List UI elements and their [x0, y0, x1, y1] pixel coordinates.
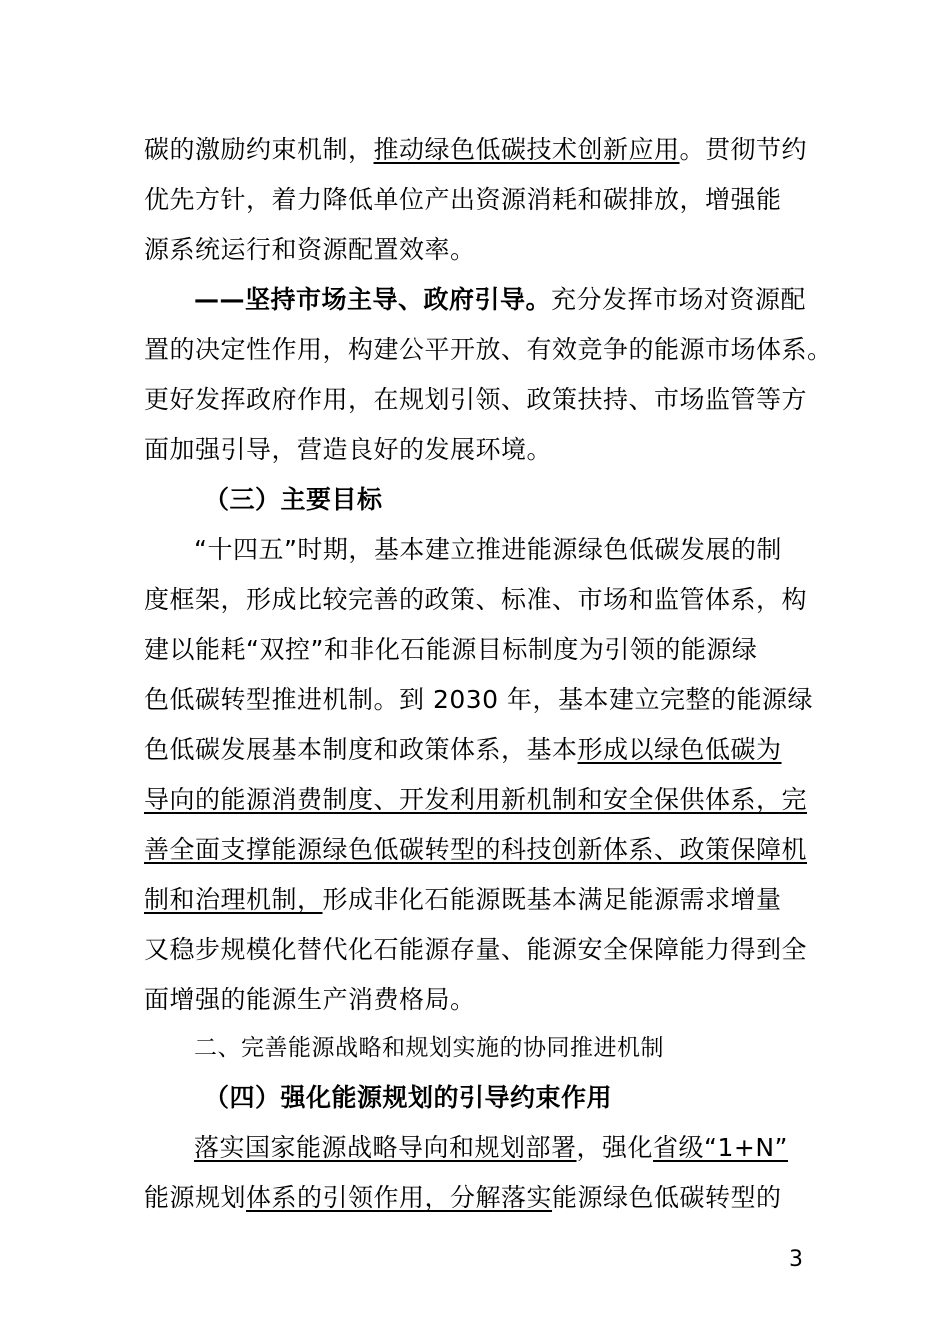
paragraph-line: 面增强的能源生产消费格局。 — [144, 985, 476, 1014]
section-heading: （三）主要目标 — [204, 485, 383, 514]
paragraph-line: 面加强引导，营造良好的发展环境。 — [144, 435, 553, 464]
paragraph-line: 色低碳转型推进机制。到 2030 年，基本建立完整的能源绿 — [144, 685, 814, 714]
paragraph-line: “十四五”时期，基本建立推进能源绿色低碳发展的制 — [194, 535, 782, 564]
page-number: 3 — [789, 1247, 803, 1272]
paragraph-line: 源系统运行和资源配置效率。 — [144, 235, 476, 264]
paragraph-line: 置的决定性作用，构建公平开放、有效竞争的能源市场体系。 — [144, 335, 833, 364]
paragraph-line: 建以能耗“双控”和非化石能源目标制度为引领的能源绿 — [144, 635, 758, 664]
paragraph-line: 落实国家能源战略导向和规划部署，强化省级“1+N” — [194, 1133, 788, 1162]
principle-line: ——坚持市场主导、政府引导。充分发挥市场对资源配 — [194, 285, 807, 314]
paragraph-line: 色低碳发展基本制度和政策体系，基本形成以绿色低碳为 — [144, 735, 782, 764]
paragraph-line: 碳的激励约束机制，推动绿色低碳技术创新应用。贯彻节约 — [144, 135, 808, 164]
paragraph-line: 制和治理机制，形成非化石能源既基本满足能源需求增量 — [144, 885, 782, 914]
paragraph-line: 能源规划体系的引领作用，分解落实能源绿色低碳转型的 — [144, 1183, 782, 1212]
paragraph-line: 导向的能源消费制度、开发利用新机制和安全保供体系，完 — [144, 785, 808, 814]
paragraph-line: 度框架，形成比较完善的政策、标准、市场和监管体系，构 — [144, 585, 808, 614]
section-heading: （四）强化能源规划的引导约束作用 — [204, 1083, 613, 1112]
paragraph-line: 优先方针，着力降低单位产出资源消耗和碳排放，增强能 — [144, 185, 782, 214]
paragraph-line: 又稳步规模化替代化石能源存量、能源安全保障能力得到全 — [144, 935, 808, 964]
paragraph-line: 善全面支撑能源绿色低碳转型的科技创新体系、政策保障机 — [144, 835, 808, 864]
paragraph-line: 更好发挥政府作用，在规划引领、政策扶持、市场监管等方 — [144, 385, 808, 414]
chapter-heading: 二、完善能源战略和规划实施的协同推进机制 — [194, 1035, 664, 1061]
